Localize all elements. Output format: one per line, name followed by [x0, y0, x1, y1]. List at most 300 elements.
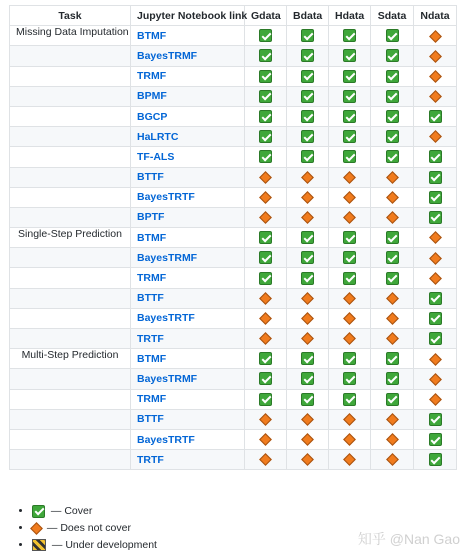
orange-diamond-icon [386, 292, 399, 305]
orange-diamond-icon [259, 413, 272, 426]
check-mark-icon [429, 332, 442, 345]
coverage-cell [371, 349, 414, 369]
coverage-cell [414, 369, 457, 389]
check-mark-icon [429, 312, 442, 325]
task-cell [10, 127, 131, 147]
check-mark-icon [343, 272, 356, 285]
coverage-cell [329, 369, 371, 389]
coverage-cell [245, 369, 287, 389]
coverage-cell [287, 308, 329, 328]
coverage-cell [287, 409, 329, 429]
coverage-cell [245, 308, 287, 328]
check-mark-icon [429, 453, 442, 466]
coverage-cell [371, 308, 414, 328]
notebook-link[interactable]: BTTF [137, 413, 164, 426]
coverage-cell [287, 106, 329, 126]
coverage-cell [287, 147, 329, 167]
orange-diamond-icon [386, 433, 399, 446]
notebook-link[interactable]: BTMF [137, 231, 167, 244]
table-row [10, 349, 457, 369]
coverage-cell [245, 389, 287, 409]
orange-diamond-icon [259, 332, 272, 345]
construction-barrier-icon [32, 539, 46, 551]
orange-diamond-icon [386, 454, 399, 467]
header-hdata: Hdata [329, 6, 371, 26]
check-mark-icon [259, 130, 272, 143]
orange-diamond-icon [386, 171, 399, 184]
check-mark-icon [301, 352, 314, 365]
link-cell [131, 288, 245, 308]
coverage-cell [245, 127, 287, 147]
task-cell [10, 308, 131, 328]
table-row [10, 26, 457, 46]
notebook-link[interactable]: BayesTRTF [137, 312, 195, 325]
check-mark-icon [429, 171, 442, 184]
coverage-cell [414, 46, 457, 66]
coverage-cell [371, 268, 414, 288]
check-mark-icon [301, 272, 314, 285]
notebook-link[interactable]: TRMF [137, 70, 167, 83]
check-mark-icon [386, 231, 399, 244]
notebook-link[interactable]: BayesTRMF [137, 372, 198, 385]
table-row [10, 369, 457, 389]
orange-diamond-icon [301, 191, 314, 204]
orange-diamond-icon [259, 191, 272, 204]
check-mark-icon [301, 231, 314, 244]
check-mark-icon [343, 70, 356, 83]
coverage-cell [329, 106, 371, 126]
coverage-cell [287, 268, 329, 288]
orange-diamond-icon [301, 332, 314, 345]
coverage-cell [245, 268, 287, 288]
coverage-cell [414, 248, 457, 268]
coverage-cell [329, 207, 371, 227]
coverage-cell [371, 207, 414, 227]
orange-diamond-icon [301, 454, 314, 467]
task-cell [10, 409, 131, 429]
task-cell [10, 329, 131, 349]
coverage-cell [245, 329, 287, 349]
table-row [10, 187, 457, 207]
check-mark-icon [343, 372, 356, 385]
notebook-link[interactable]: TRMF [137, 393, 167, 406]
task-cell [10, 147, 131, 167]
task-cell [10, 288, 131, 308]
task-cell: Multi-Step Prediction [10, 349, 131, 369]
coverage-cell [245, 228, 287, 248]
table-row [10, 66, 457, 86]
coverage-cell [329, 187, 371, 207]
orange-diamond-icon [429, 353, 442, 366]
notebook-link[interactable]: BGCP [137, 110, 168, 123]
coverage-cell [414, 389, 457, 409]
notebook-link[interactable]: BayesTRMF [137, 49, 198, 62]
notebook-link[interactable]: TRTF [137, 453, 164, 466]
coverage-cell [329, 288, 371, 308]
link-cell [131, 167, 245, 187]
coverage-cell [329, 268, 371, 288]
notebook-link[interactable]: BayesTRTF [137, 191, 195, 204]
coverage-cell [329, 127, 371, 147]
table-row [10, 450, 457, 470]
coverage-cell [371, 389, 414, 409]
task-cell [10, 389, 131, 409]
coverage-cell [414, 409, 457, 429]
coverage-cell [371, 248, 414, 268]
coverage-cell [414, 147, 457, 167]
coverage-cell [371, 26, 414, 46]
check-mark-icon [386, 29, 399, 42]
legend-item-dev [32, 537, 157, 554]
coverage-cell [287, 187, 329, 207]
coverage-cell [245, 167, 287, 187]
table-row [10, 106, 457, 126]
legend-not-cover-label: — Does not cover [46, 522, 131, 534]
coverage-cell [287, 288, 329, 308]
task-cell [10, 187, 131, 207]
notebook-link[interactable]: BPTF [137, 211, 165, 224]
check-mark-icon [343, 29, 356, 42]
orange-diamond-icon [259, 454, 272, 467]
check-mark-icon [429, 150, 442, 163]
coverage-cell [414, 308, 457, 328]
check-mark-icon [301, 130, 314, 143]
check-mark-icon [386, 272, 399, 285]
orange-diamond-icon [259, 433, 272, 446]
coverage-cell [414, 106, 457, 126]
notebook-link[interactable]: BayesTRMF [137, 251, 198, 264]
orange-diamond-icon [30, 522, 43, 535]
check-mark-icon [343, 49, 356, 62]
check-mark-icon [301, 70, 314, 83]
header-ndata: Ndata [414, 6, 457, 26]
table-row [10, 409, 457, 429]
link-cell [131, 329, 245, 349]
orange-diamond-icon [301, 292, 314, 305]
legend-item-not-cover [32, 520, 157, 537]
coverage-cell [414, 167, 457, 187]
coverage-cell [245, 46, 287, 66]
orange-diamond-icon [343, 211, 356, 224]
coverage-cell [414, 288, 457, 308]
task-cell: Missing Data Imputation [10, 26, 131, 46]
coverage-cell [245, 147, 287, 167]
orange-diamond-icon [429, 50, 442, 63]
link-cell [131, 86, 245, 106]
task-cell [10, 429, 131, 449]
link-cell [131, 127, 245, 147]
coverage-cell [287, 207, 329, 227]
link-cell [131, 268, 245, 288]
check-mark-icon [259, 49, 272, 62]
coverage-cell [245, 429, 287, 449]
check-mark-icon [259, 231, 272, 244]
check-mark-icon [343, 251, 356, 264]
table-row [10, 147, 457, 167]
coverage-cell [287, 228, 329, 248]
check-mark-icon [301, 90, 314, 103]
check-mark-icon [429, 413, 442, 426]
task-cell [10, 106, 131, 126]
link-cell [131, 450, 245, 470]
coverage-cell [245, 349, 287, 369]
orange-diamond-icon [301, 433, 314, 446]
orange-diamond-icon [429, 232, 442, 245]
coverage-cell [371, 450, 414, 470]
notebook-link[interactable]: BTTF [137, 171, 164, 184]
coverage-cell [371, 288, 414, 308]
coverage-cell [329, 349, 371, 369]
coverage-cell [371, 187, 414, 207]
task-cell [10, 86, 131, 106]
check-mark-icon [301, 393, 314, 406]
coverage-cell [371, 106, 414, 126]
coverage-cell [329, 228, 371, 248]
coverage-cell [414, 349, 457, 369]
coverage-cell [414, 207, 457, 227]
coverage-cell [245, 106, 287, 126]
notebook-link[interactable]: BTTF [137, 292, 164, 305]
coverage-cell [329, 389, 371, 409]
orange-diamond-icon [386, 413, 399, 426]
orange-diamond-icon [343, 191, 356, 204]
coverage-cell [329, 329, 371, 349]
table-body [10, 26, 457, 470]
coverage-cell [329, 167, 371, 187]
coverage-cell [414, 127, 457, 147]
coverage-cell [371, 127, 414, 147]
table-row [10, 46, 457, 66]
orange-diamond-icon [343, 171, 356, 184]
check-mark-icon [301, 150, 314, 163]
watermark: 知乎 @Nan Gao [357, 531, 460, 547]
coverage-cell [287, 389, 329, 409]
check-mark-icon [259, 90, 272, 103]
coverage-cell [245, 288, 287, 308]
table-row [10, 248, 457, 268]
check-mark-icon [386, 372, 399, 385]
coverage-cell [414, 450, 457, 470]
coverage-cell [371, 147, 414, 167]
link-cell [131, 409, 245, 429]
coverage-cell [414, 429, 457, 449]
coverage-cell [329, 308, 371, 328]
task-cell [10, 268, 131, 288]
orange-diamond-icon [343, 413, 356, 426]
notebook-link[interactable]: TRMF [137, 272, 167, 285]
table-row [10, 308, 457, 328]
coverage-cell [329, 26, 371, 46]
check-mark-icon [343, 150, 356, 163]
orange-diamond-icon [343, 332, 356, 345]
table-row [10, 268, 457, 288]
coverage-cell [329, 46, 371, 66]
coverage-cell [245, 86, 287, 106]
orange-diamond-icon [301, 413, 314, 426]
coverage-cell [287, 369, 329, 389]
check-mark-icon [301, 110, 314, 123]
task-cell [10, 66, 131, 86]
check-mark-icon [259, 29, 272, 42]
coverage-cell [371, 167, 414, 187]
check-mark-icon [259, 70, 272, 83]
coverage-cell [414, 268, 457, 288]
legend-dev-label: — Under development [51, 539, 157, 551]
orange-diamond-icon [301, 211, 314, 224]
check-mark-icon [343, 352, 356, 365]
coverage-cell [414, 228, 457, 248]
notebook-link[interactable]: BPMF [137, 90, 167, 103]
coverage-cell [245, 248, 287, 268]
link-cell [131, 228, 245, 248]
orange-diamond-icon [429, 70, 442, 83]
orange-diamond-icon [301, 171, 314, 184]
table-row [10, 127, 457, 147]
coverage-cell [245, 409, 287, 429]
coverage-cell [329, 429, 371, 449]
link-cell [131, 26, 245, 46]
header-gdata: Gdata [245, 6, 287, 26]
coverage-cell [414, 66, 457, 86]
orange-diamond-icon [429, 393, 442, 406]
coverage-cell [329, 86, 371, 106]
table-row [10, 167, 457, 187]
task-cell [10, 46, 131, 66]
coverage-cell [414, 26, 457, 46]
link-cell [131, 187, 245, 207]
check-mark-icon [259, 251, 272, 264]
notebook-link[interactable]: TF-ALS [137, 150, 175, 163]
task-cell [10, 369, 131, 389]
table-row [10, 288, 457, 308]
table-row [10, 329, 457, 349]
check-mark-icon [343, 393, 356, 406]
header-row [10, 6, 457, 26]
check-mark-icon [343, 130, 356, 143]
check-mark-icon [429, 433, 442, 446]
orange-diamond-icon [386, 312, 399, 325]
orange-diamond-icon [259, 292, 272, 305]
orange-diamond-icon [343, 433, 356, 446]
check-mark-icon [343, 90, 356, 103]
check-mark-icon [386, 110, 399, 123]
orange-diamond-icon [429, 272, 442, 285]
task-cell [10, 167, 131, 187]
header-task: Task [10, 6, 131, 26]
check-mark-icon [32, 505, 45, 518]
table-row [10, 429, 457, 449]
coverage-cell [414, 86, 457, 106]
table-row [10, 207, 457, 227]
coverage-cell [414, 329, 457, 349]
orange-diamond-icon [343, 454, 356, 467]
notebook-link[interactable]: TRTF [137, 332, 164, 345]
check-mark-icon [301, 251, 314, 264]
link-cell [131, 369, 245, 389]
link-cell [131, 429, 245, 449]
coverage-cell [371, 409, 414, 429]
orange-diamond-icon [343, 292, 356, 305]
orange-diamond-icon [429, 252, 442, 265]
orange-diamond-icon [301, 312, 314, 325]
check-mark-icon [259, 372, 272, 385]
coverage-cell [414, 187, 457, 207]
task-cell [10, 450, 131, 470]
link-cell [131, 106, 245, 126]
link-cell [131, 248, 245, 268]
orange-diamond-icon [343, 312, 356, 325]
table-row [10, 389, 457, 409]
table-row [10, 86, 457, 106]
check-mark-icon [259, 272, 272, 285]
coverage-cell [371, 329, 414, 349]
check-mark-icon [259, 352, 272, 365]
coverage-cell [329, 248, 371, 268]
coverage-cell [287, 349, 329, 369]
table-row [10, 228, 457, 248]
check-mark-icon [429, 292, 442, 305]
orange-diamond-icon [259, 171, 272, 184]
coverage-cell [287, 329, 329, 349]
check-mark-icon [386, 130, 399, 143]
orange-diamond-icon [429, 373, 442, 386]
notebook-link[interactable]: HaLRTC [137, 130, 179, 143]
check-mark-icon [386, 150, 399, 163]
coverage-cell [371, 429, 414, 449]
coverage-cell [329, 409, 371, 429]
task-cell: Single-Step Prediction [10, 228, 131, 248]
coverage-cell [287, 127, 329, 147]
orange-diamond-icon [259, 211, 272, 224]
coverage-cell [329, 450, 371, 470]
link-cell [131, 66, 245, 86]
legend-item-cover [32, 503, 157, 520]
link-cell [131, 308, 245, 328]
orange-diamond-icon [386, 211, 399, 224]
orange-diamond-icon [259, 312, 272, 325]
coverage-cell [371, 86, 414, 106]
check-mark-icon [343, 110, 356, 123]
check-mark-icon [259, 150, 272, 163]
header-link: Jupyter Notebook link [131, 6, 245, 26]
coverage-cell [287, 26, 329, 46]
check-mark-icon [386, 251, 399, 264]
check-mark-icon [386, 90, 399, 103]
notebook-link[interactable]: BTMF [137, 29, 167, 42]
check-mark-icon [386, 70, 399, 83]
coverage-cell [287, 167, 329, 187]
notebook-link[interactable]: BTMF [137, 352, 167, 365]
check-mark-icon [301, 29, 314, 42]
coverage-cell [371, 66, 414, 86]
orange-diamond-icon [429, 131, 442, 144]
legend-list [16, 503, 157, 554]
coverage-cell [371, 369, 414, 389]
task-cell [10, 248, 131, 268]
notebook-link[interactable]: BayesTRTF [137, 433, 195, 446]
coverage-cell [371, 228, 414, 248]
coverage-cell [245, 450, 287, 470]
coverage-cell [245, 26, 287, 46]
link-cell [131, 349, 245, 369]
coverage-cell [245, 207, 287, 227]
coverage-cell [287, 86, 329, 106]
coverage-cell [287, 450, 329, 470]
check-mark-icon [429, 191, 442, 204]
check-mark-icon [259, 110, 272, 123]
link-cell [131, 46, 245, 66]
check-mark-icon [343, 231, 356, 244]
